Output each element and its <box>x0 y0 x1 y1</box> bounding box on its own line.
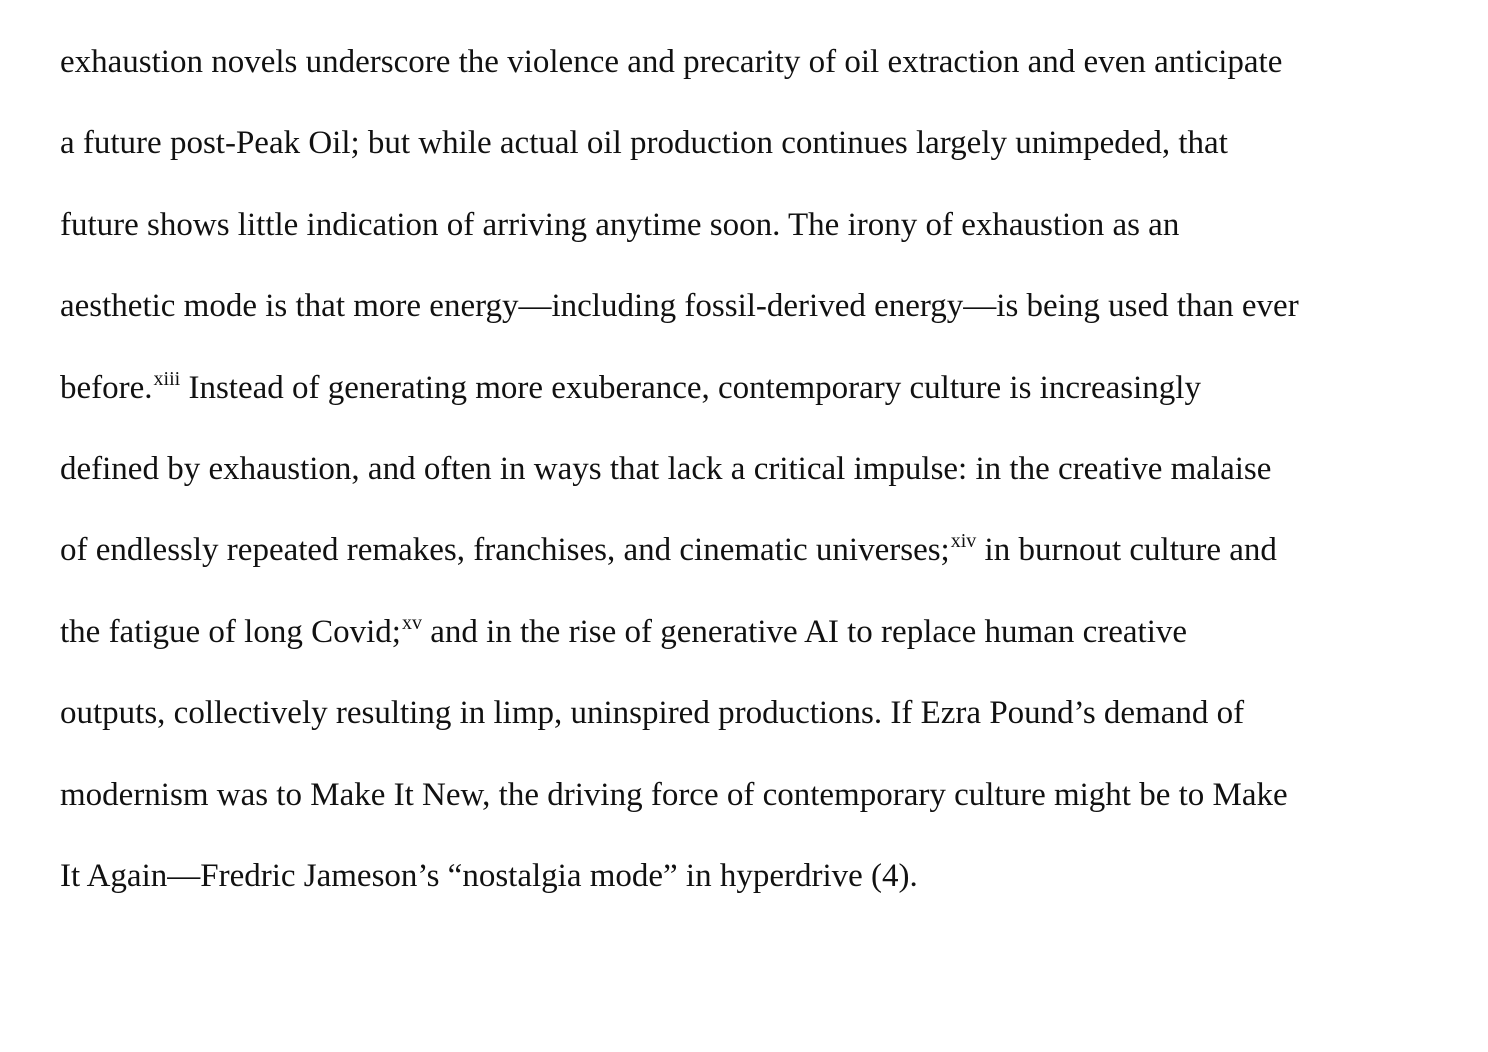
paragraph-line-4 <box>60 280 1460 361</box>
line-text: future shows little indication of arriving anytime soon. The irony of exhaustion as an <box>60 206 1180 243</box>
line-text: It Again—Fredric Jameson’s “nostalgia mode” in hyperdrive (4). <box>60 857 918 894</box>
paragraph-line-2 <box>60 117 1460 198</box>
line-text: defined by exhaustion, and often in ways that lack a critical impulse: in the creative malaise <box>60 450 1272 487</box>
line-text: outputs, collectively resulting in limp, uninspired productions. If Ezra Pound’s demand of <box>60 695 1245 732</box>
line-text: exhaustion novels underscore the violence and precarity of oil extraction and even anticipate <box>60 44 1283 80</box>
paragraph-line-8 <box>60 606 1460 687</box>
body-paragraph <box>60 36 1460 931</box>
line-text: modernism was to Make It New, the driving force of contemporary culture might be to Make <box>60 776 1288 813</box>
paragraph-line-11 <box>60 850 1460 931</box>
paragraph-line-7 <box>60 524 1460 605</box>
paragraph-line-6 <box>60 443 1460 524</box>
line-text: in burnout culture and <box>976 532 1277 569</box>
endnote-marker-xv[interactable]: xv <box>401 611 422 634</box>
line-text: the fatigue of long Covid; <box>60 613 401 650</box>
line-text: before. <box>60 369 153 406</box>
line-text: Instead of generating more exuberance, contemporary culture is increasingly <box>180 369 1201 406</box>
line-text: of endlessly repeated remakes, franchises, and cinematic universes; <box>60 532 950 569</box>
paragraph-line-3 <box>60 199 1460 280</box>
line-text: and in the rise of generative AI to replace human creative <box>421 613 1188 650</box>
line-text: a future post-Peak Oil; but while actual oil production continues largely unimpeded, that <box>60 125 1228 162</box>
paragraph-line-10 <box>60 769 1460 850</box>
paragraph-line-9 <box>60 687 1460 768</box>
paragraph-line-1 <box>60 36 1460 117</box>
endnote-marker-xiii[interactable]: xiii <box>153 367 181 390</box>
line-text: aesthetic mode is that more energy—including fossil-derived energy—is being used than ever <box>60 288 1299 325</box>
endnote-marker-xiv[interactable]: xiv <box>950 530 977 553</box>
paragraph-line-5 <box>60 362 1460 443</box>
